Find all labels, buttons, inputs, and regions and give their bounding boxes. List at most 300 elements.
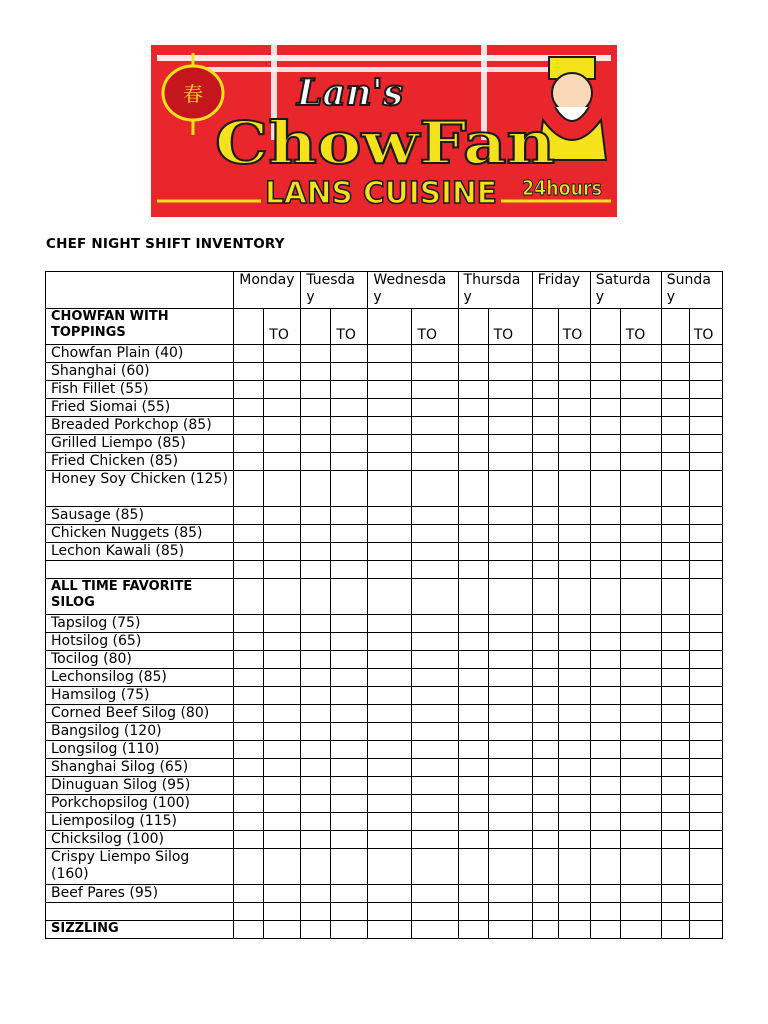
count-cell-tuesday[interactable] xyxy=(301,471,331,507)
to-cell-sunday[interactable] xyxy=(689,399,722,417)
count-cell-monday[interactable] xyxy=(234,579,264,615)
count-cell-monday[interactable] xyxy=(234,723,264,741)
to-cell-monday[interactable] xyxy=(264,417,301,435)
to-cell-friday[interactable] xyxy=(558,669,590,687)
to-cell-sunday[interactable] xyxy=(689,453,722,471)
count-cell-friday[interactable] xyxy=(532,471,558,507)
to-cell-monday[interactable] xyxy=(264,453,301,471)
count-cell-sunday[interactable] xyxy=(661,921,689,939)
count-cell-monday[interactable] xyxy=(234,885,264,903)
to-cell-wednesday[interactable] xyxy=(412,345,458,363)
to-cell-sunday[interactable] xyxy=(689,417,722,435)
count-cell-thursday[interactable] xyxy=(458,741,488,759)
to-cell-saturday[interactable] xyxy=(620,417,661,435)
to-cell-wednesday[interactable] xyxy=(412,381,458,399)
count-cell-sunday[interactable] xyxy=(661,309,689,345)
count-cell-saturday[interactable] xyxy=(590,831,620,849)
to-cell-saturday[interactable] xyxy=(620,435,661,453)
to-cell-monday[interactable] xyxy=(264,633,301,651)
to-cell-saturday[interactable] xyxy=(620,633,661,651)
count-cell-wednesday[interactable] xyxy=(368,849,412,885)
count-cell-saturday[interactable] xyxy=(590,561,620,579)
count-cell-thursday[interactable] xyxy=(458,363,488,381)
count-cell-friday[interactable] xyxy=(532,561,558,579)
to-cell-friday[interactable] xyxy=(558,723,590,741)
to-cell-tuesday[interactable] xyxy=(331,741,368,759)
count-cell-thursday[interactable] xyxy=(458,399,488,417)
to-cell-friday[interactable] xyxy=(558,345,590,363)
count-cell-tuesday[interactable] xyxy=(301,921,331,939)
count-cell-friday[interactable] xyxy=(532,633,558,651)
to-cell-wednesday[interactable] xyxy=(412,579,458,615)
count-cell-thursday[interactable] xyxy=(458,345,488,363)
count-cell-sunday[interactable] xyxy=(661,831,689,849)
count-cell-tuesday[interactable] xyxy=(301,543,331,561)
count-cell-wednesday[interactable] xyxy=(368,579,412,615)
count-cell-tuesday[interactable] xyxy=(301,417,331,435)
to-cell-thursday[interactable] xyxy=(488,579,532,615)
to-cell-thursday[interactable] xyxy=(488,813,532,831)
count-cell-friday[interactable] xyxy=(532,759,558,777)
count-cell-monday[interactable] xyxy=(234,741,264,759)
to-cell-monday[interactable] xyxy=(264,363,301,381)
to-cell-sunday[interactable] xyxy=(689,813,722,831)
count-cell-monday[interactable] xyxy=(234,615,264,633)
count-cell-wednesday[interactable] xyxy=(368,345,412,363)
to-cell-friday[interactable] xyxy=(558,705,590,723)
to-cell-sunday[interactable] xyxy=(689,885,722,903)
to-cell-tuesday[interactable] xyxy=(331,723,368,741)
count-cell-sunday[interactable] xyxy=(661,777,689,795)
to-cell-monday[interactable] xyxy=(264,723,301,741)
to-cell-thursday[interactable] xyxy=(488,399,532,417)
to-cell-saturday[interactable] xyxy=(620,813,661,831)
count-cell-wednesday[interactable] xyxy=(368,633,412,651)
count-cell-monday[interactable] xyxy=(234,561,264,579)
to-cell-monday[interactable] xyxy=(264,525,301,543)
to-cell-thursday[interactable] xyxy=(488,669,532,687)
count-cell-wednesday[interactable] xyxy=(368,813,412,831)
count-cell-wednesday[interactable] xyxy=(368,435,412,453)
to-cell-tuesday[interactable] xyxy=(331,651,368,669)
count-cell-tuesday[interactable] xyxy=(301,669,331,687)
to-cell-thursday[interactable] xyxy=(488,381,532,399)
to-cell-wednesday[interactable] xyxy=(412,759,458,777)
to-cell-sunday[interactable] xyxy=(689,687,722,705)
to-cell-thursday[interactable] xyxy=(488,849,532,885)
to-cell-saturday[interactable] xyxy=(620,741,661,759)
count-cell-saturday[interactable] xyxy=(590,687,620,705)
to-cell-wednesday[interactable] xyxy=(412,921,458,939)
to-cell-tuesday[interactable] xyxy=(331,561,368,579)
to-cell-tuesday[interactable] xyxy=(331,615,368,633)
to-cell-thursday[interactable] xyxy=(488,741,532,759)
to-cell-monday[interactable] xyxy=(264,687,301,705)
to-cell-monday[interactable] xyxy=(264,543,301,561)
to-cell-thursday[interactable] xyxy=(488,759,532,777)
to-cell-tuesday[interactable] xyxy=(331,507,368,525)
to-cell-wednesday[interactable] xyxy=(412,561,458,579)
count-cell-tuesday[interactable] xyxy=(301,525,331,543)
to-cell-friday[interactable] xyxy=(558,795,590,813)
to-cell-thursday[interactable] xyxy=(488,363,532,381)
count-cell-monday[interactable] xyxy=(234,813,264,831)
to-cell-sunday[interactable] xyxy=(689,831,722,849)
to-cell-tuesday[interactable] xyxy=(331,705,368,723)
count-cell-sunday[interactable] xyxy=(661,579,689,615)
count-cell-tuesday[interactable] xyxy=(301,507,331,525)
count-cell-saturday[interactable] xyxy=(590,903,620,921)
count-cell-thursday[interactable] xyxy=(458,651,488,669)
to-cell-monday[interactable] xyxy=(264,885,301,903)
count-cell-monday[interactable] xyxy=(234,435,264,453)
to-cell-monday[interactable] xyxy=(264,903,301,921)
count-cell-thursday[interactable] xyxy=(458,831,488,849)
count-cell-sunday[interactable] xyxy=(661,399,689,417)
count-cell-saturday[interactable] xyxy=(590,471,620,507)
count-cell-saturday[interactable] xyxy=(590,849,620,885)
to-cell-monday[interactable] xyxy=(264,741,301,759)
to-cell-saturday[interactable] xyxy=(620,849,661,885)
to-cell-saturday[interactable] xyxy=(620,795,661,813)
count-cell-thursday[interactable] xyxy=(458,453,488,471)
to-cell-sunday[interactable] xyxy=(689,345,722,363)
count-cell-friday[interactable] xyxy=(532,417,558,435)
count-cell-tuesday[interactable] xyxy=(301,813,331,831)
count-cell-monday[interactable] xyxy=(234,345,264,363)
count-cell-saturday[interactable] xyxy=(590,723,620,741)
count-cell-wednesday[interactable] xyxy=(368,705,412,723)
to-cell-wednesday[interactable] xyxy=(412,471,458,507)
to-cell-sunday[interactable] xyxy=(689,705,722,723)
to-cell-wednesday[interactable] xyxy=(412,507,458,525)
to-cell-tuesday[interactable] xyxy=(331,885,368,903)
count-cell-tuesday[interactable] xyxy=(301,363,331,381)
to-cell-saturday[interactable] xyxy=(620,399,661,417)
count-cell-thursday[interactable] xyxy=(458,813,488,831)
count-cell-wednesday[interactable] xyxy=(368,309,412,345)
to-cell-thursday[interactable] xyxy=(488,921,532,939)
to-cell-wednesday[interactable] xyxy=(412,777,458,795)
to-cell-tuesday[interactable] xyxy=(331,525,368,543)
to-cell-thursday[interactable] xyxy=(488,885,532,903)
count-cell-friday[interactable] xyxy=(532,687,558,705)
to-cell-tuesday[interactable] xyxy=(331,687,368,705)
count-cell-wednesday[interactable] xyxy=(368,363,412,381)
count-cell-friday[interactable] xyxy=(532,741,558,759)
to-cell-saturday[interactable] xyxy=(620,903,661,921)
to-cell-tuesday[interactable] xyxy=(331,381,368,399)
count-cell-thursday[interactable] xyxy=(458,471,488,507)
to-cell-wednesday[interactable] xyxy=(412,615,458,633)
to-cell-thursday[interactable] xyxy=(488,687,532,705)
count-cell-tuesday[interactable] xyxy=(301,579,331,615)
count-cell-thursday[interactable] xyxy=(458,795,488,813)
to-cell-tuesday[interactable] xyxy=(331,633,368,651)
to-cell-monday[interactable] xyxy=(264,777,301,795)
to-cell-sunday[interactable] xyxy=(689,363,722,381)
count-cell-friday[interactable] xyxy=(532,507,558,525)
to-cell-thursday[interactable] xyxy=(488,651,532,669)
count-cell-monday[interactable] xyxy=(234,471,264,507)
count-cell-thursday[interactable] xyxy=(458,669,488,687)
to-cell-monday[interactable] xyxy=(264,759,301,777)
to-cell-wednesday[interactable] xyxy=(412,633,458,651)
to-cell-thursday[interactable] xyxy=(488,543,532,561)
to-cell-sunday[interactable] xyxy=(689,525,722,543)
to-cell-friday[interactable] xyxy=(558,453,590,471)
count-cell-wednesday[interactable] xyxy=(368,759,412,777)
count-cell-sunday[interactable] xyxy=(661,507,689,525)
count-cell-saturday[interactable] xyxy=(590,399,620,417)
to-cell-sunday[interactable] xyxy=(689,849,722,885)
count-cell-monday[interactable] xyxy=(234,795,264,813)
to-cell-sunday[interactable] xyxy=(689,921,722,939)
count-cell-monday[interactable] xyxy=(234,921,264,939)
count-cell-thursday[interactable] xyxy=(458,579,488,615)
to-cell-tuesday[interactable] xyxy=(331,831,368,849)
count-cell-saturday[interactable] xyxy=(590,615,620,633)
to-cell-monday[interactable] xyxy=(264,705,301,723)
count-cell-saturday[interactable] xyxy=(590,705,620,723)
to-cell-monday[interactable] xyxy=(264,849,301,885)
to-cell-friday[interactable] xyxy=(558,435,590,453)
count-cell-thursday[interactable] xyxy=(458,687,488,705)
to-cell-thursday[interactable] xyxy=(488,795,532,813)
count-cell-tuesday[interactable] xyxy=(301,741,331,759)
count-cell-tuesday[interactable] xyxy=(301,705,331,723)
to-cell-saturday[interactable] xyxy=(620,525,661,543)
count-cell-tuesday[interactable] xyxy=(301,831,331,849)
count-cell-sunday[interactable] xyxy=(661,795,689,813)
to-cell-friday[interactable] xyxy=(558,561,590,579)
to-cell-wednesday[interactable] xyxy=(412,849,458,885)
count-cell-saturday[interactable] xyxy=(590,669,620,687)
count-cell-saturday[interactable] xyxy=(590,921,620,939)
to-cell-sunday[interactable] xyxy=(689,903,722,921)
count-cell-sunday[interactable] xyxy=(661,903,689,921)
to-cell-tuesday[interactable] xyxy=(331,579,368,615)
count-cell-monday[interactable] xyxy=(234,849,264,885)
to-cell-friday[interactable] xyxy=(558,903,590,921)
count-cell-thursday[interactable] xyxy=(458,849,488,885)
count-cell-monday[interactable] xyxy=(234,651,264,669)
to-cell-saturday[interactable] xyxy=(620,705,661,723)
count-cell-monday[interactable] xyxy=(234,759,264,777)
to-cell-saturday[interactable] xyxy=(620,921,661,939)
to-cell-monday[interactable] xyxy=(264,471,301,507)
to-cell-saturday[interactable] xyxy=(620,615,661,633)
to-cell-friday[interactable] xyxy=(558,849,590,885)
count-cell-friday[interactable] xyxy=(532,399,558,417)
count-cell-wednesday[interactable] xyxy=(368,903,412,921)
count-cell-monday[interactable] xyxy=(234,669,264,687)
count-cell-tuesday[interactable] xyxy=(301,885,331,903)
count-cell-tuesday[interactable] xyxy=(301,795,331,813)
to-cell-wednesday[interactable] xyxy=(412,795,458,813)
to-cell-sunday[interactable] xyxy=(689,579,722,615)
count-cell-friday[interactable] xyxy=(532,453,558,471)
count-cell-wednesday[interactable] xyxy=(368,381,412,399)
count-cell-thursday[interactable] xyxy=(458,903,488,921)
to-cell-wednesday[interactable] xyxy=(412,723,458,741)
count-cell-wednesday[interactable] xyxy=(368,651,412,669)
count-cell-sunday[interactable] xyxy=(661,471,689,507)
to-cell-wednesday[interactable] xyxy=(412,363,458,381)
count-cell-tuesday[interactable] xyxy=(301,723,331,741)
count-cell-sunday[interactable] xyxy=(661,435,689,453)
count-cell-monday[interactable] xyxy=(234,507,264,525)
count-cell-monday[interactable] xyxy=(234,363,264,381)
count-cell-wednesday[interactable] xyxy=(368,615,412,633)
count-cell-saturday[interactable] xyxy=(590,579,620,615)
to-cell-thursday[interactable] xyxy=(488,903,532,921)
to-cell-sunday[interactable] xyxy=(689,723,722,741)
to-cell-friday[interactable] xyxy=(558,399,590,417)
count-cell-friday[interactable] xyxy=(532,543,558,561)
to-cell-saturday[interactable] xyxy=(620,345,661,363)
count-cell-sunday[interactable] xyxy=(661,651,689,669)
count-cell-saturday[interactable] xyxy=(590,795,620,813)
to-cell-sunday[interactable] xyxy=(689,381,722,399)
to-cell-thursday[interactable] xyxy=(488,831,532,849)
count-cell-saturday[interactable] xyxy=(590,363,620,381)
count-cell-saturday[interactable] xyxy=(590,759,620,777)
to-cell-saturday[interactable] xyxy=(620,885,661,903)
to-cell-thursday[interactable] xyxy=(488,525,532,543)
count-cell-saturday[interactable] xyxy=(590,345,620,363)
to-cell-saturday[interactable] xyxy=(620,687,661,705)
count-cell-friday[interactable] xyxy=(532,651,558,669)
count-cell-saturday[interactable] xyxy=(590,525,620,543)
to-cell-friday[interactable] xyxy=(558,543,590,561)
to-cell-friday[interactable] xyxy=(558,471,590,507)
to-cell-thursday[interactable] xyxy=(488,471,532,507)
to-cell-monday[interactable] xyxy=(264,561,301,579)
count-cell-saturday[interactable] xyxy=(590,435,620,453)
count-cell-tuesday[interactable] xyxy=(301,435,331,453)
to-cell-saturday[interactable] xyxy=(620,759,661,777)
to-cell-friday[interactable] xyxy=(558,507,590,525)
to-cell-tuesday[interactable] xyxy=(331,903,368,921)
count-cell-tuesday[interactable] xyxy=(301,687,331,705)
count-cell-wednesday[interactable] xyxy=(368,885,412,903)
count-cell-sunday[interactable] xyxy=(661,813,689,831)
to-cell-saturday[interactable] xyxy=(620,543,661,561)
to-cell-monday[interactable] xyxy=(264,507,301,525)
to-cell-sunday[interactable] xyxy=(689,651,722,669)
to-cell-monday[interactable] xyxy=(264,345,301,363)
count-cell-wednesday[interactable] xyxy=(368,561,412,579)
count-cell-saturday[interactable] xyxy=(590,453,620,471)
to-cell-sunday[interactable] xyxy=(689,543,722,561)
count-cell-thursday[interactable] xyxy=(458,525,488,543)
count-cell-wednesday[interactable] xyxy=(368,399,412,417)
count-cell-monday[interactable] xyxy=(234,777,264,795)
to-cell-tuesday[interactable] xyxy=(331,921,368,939)
count-cell-friday[interactable] xyxy=(532,903,558,921)
to-cell-saturday[interactable] xyxy=(620,363,661,381)
to-cell-tuesday[interactable] xyxy=(331,669,368,687)
count-cell-friday[interactable] xyxy=(532,813,558,831)
count-cell-thursday[interactable] xyxy=(458,615,488,633)
to-cell-friday[interactable] xyxy=(558,741,590,759)
to-cell-tuesday[interactable] xyxy=(331,363,368,381)
to-cell-thursday[interactable] xyxy=(488,633,532,651)
to-cell-friday[interactable] xyxy=(558,687,590,705)
to-cell-sunday[interactable] xyxy=(689,741,722,759)
to-cell-thursday[interactable] xyxy=(488,453,532,471)
to-cell-friday[interactable] xyxy=(558,417,590,435)
count-cell-friday[interactable] xyxy=(532,345,558,363)
to-cell-thursday[interactable] xyxy=(488,435,532,453)
to-cell-tuesday[interactable] xyxy=(331,417,368,435)
to-cell-sunday[interactable] xyxy=(689,669,722,687)
count-cell-wednesday[interactable] xyxy=(368,525,412,543)
to-cell-tuesday[interactable] xyxy=(331,759,368,777)
to-cell-tuesday[interactable] xyxy=(331,543,368,561)
count-cell-sunday[interactable] xyxy=(661,543,689,561)
count-cell-friday[interactable] xyxy=(532,381,558,399)
to-cell-wednesday[interactable] xyxy=(412,525,458,543)
to-cell-wednesday[interactable] xyxy=(412,651,458,669)
to-cell-saturday[interactable] xyxy=(620,723,661,741)
count-cell-sunday[interactable] xyxy=(661,417,689,435)
to-cell-wednesday[interactable] xyxy=(412,831,458,849)
count-cell-tuesday[interactable] xyxy=(301,453,331,471)
to-cell-saturday[interactable] xyxy=(620,471,661,507)
count-cell-monday[interactable] xyxy=(234,633,264,651)
to-cell-tuesday[interactable] xyxy=(331,813,368,831)
to-cell-friday[interactable] xyxy=(558,831,590,849)
to-cell-tuesday[interactable] xyxy=(331,435,368,453)
to-cell-monday[interactable] xyxy=(264,615,301,633)
count-cell-tuesday[interactable] xyxy=(301,651,331,669)
to-cell-saturday[interactable] xyxy=(620,777,661,795)
to-cell-saturday[interactable] xyxy=(620,561,661,579)
to-cell-saturday[interactable] xyxy=(620,831,661,849)
to-cell-friday[interactable] xyxy=(558,615,590,633)
to-cell-tuesday[interactable] xyxy=(331,345,368,363)
count-cell-saturday[interactable] xyxy=(590,543,620,561)
to-cell-wednesday[interactable] xyxy=(412,687,458,705)
count-cell-friday[interactable] xyxy=(532,669,558,687)
count-cell-wednesday[interactable] xyxy=(368,723,412,741)
to-cell-monday[interactable] xyxy=(264,831,301,849)
to-cell-saturday[interactable] xyxy=(620,669,661,687)
to-cell-sunday[interactable] xyxy=(689,759,722,777)
to-cell-sunday[interactable] xyxy=(689,507,722,525)
count-cell-sunday[interactable] xyxy=(661,345,689,363)
to-cell-wednesday[interactable] xyxy=(412,543,458,561)
count-cell-friday[interactable] xyxy=(532,525,558,543)
count-cell-wednesday[interactable] xyxy=(368,777,412,795)
count-cell-thursday[interactable] xyxy=(458,921,488,939)
count-cell-thursday[interactable] xyxy=(458,543,488,561)
count-cell-sunday[interactable] xyxy=(661,687,689,705)
to-cell-friday[interactable] xyxy=(558,651,590,669)
count-cell-friday[interactable] xyxy=(532,723,558,741)
to-cell-thursday[interactable] xyxy=(488,345,532,363)
to-cell-friday[interactable] xyxy=(558,885,590,903)
count-cell-saturday[interactable] xyxy=(590,885,620,903)
to-cell-wednesday[interactable] xyxy=(412,453,458,471)
count-cell-sunday[interactable] xyxy=(661,885,689,903)
to-cell-monday[interactable] xyxy=(264,813,301,831)
count-cell-thursday[interactable] xyxy=(458,381,488,399)
count-cell-wednesday[interactable] xyxy=(368,687,412,705)
count-cell-thursday[interactable] xyxy=(458,417,488,435)
